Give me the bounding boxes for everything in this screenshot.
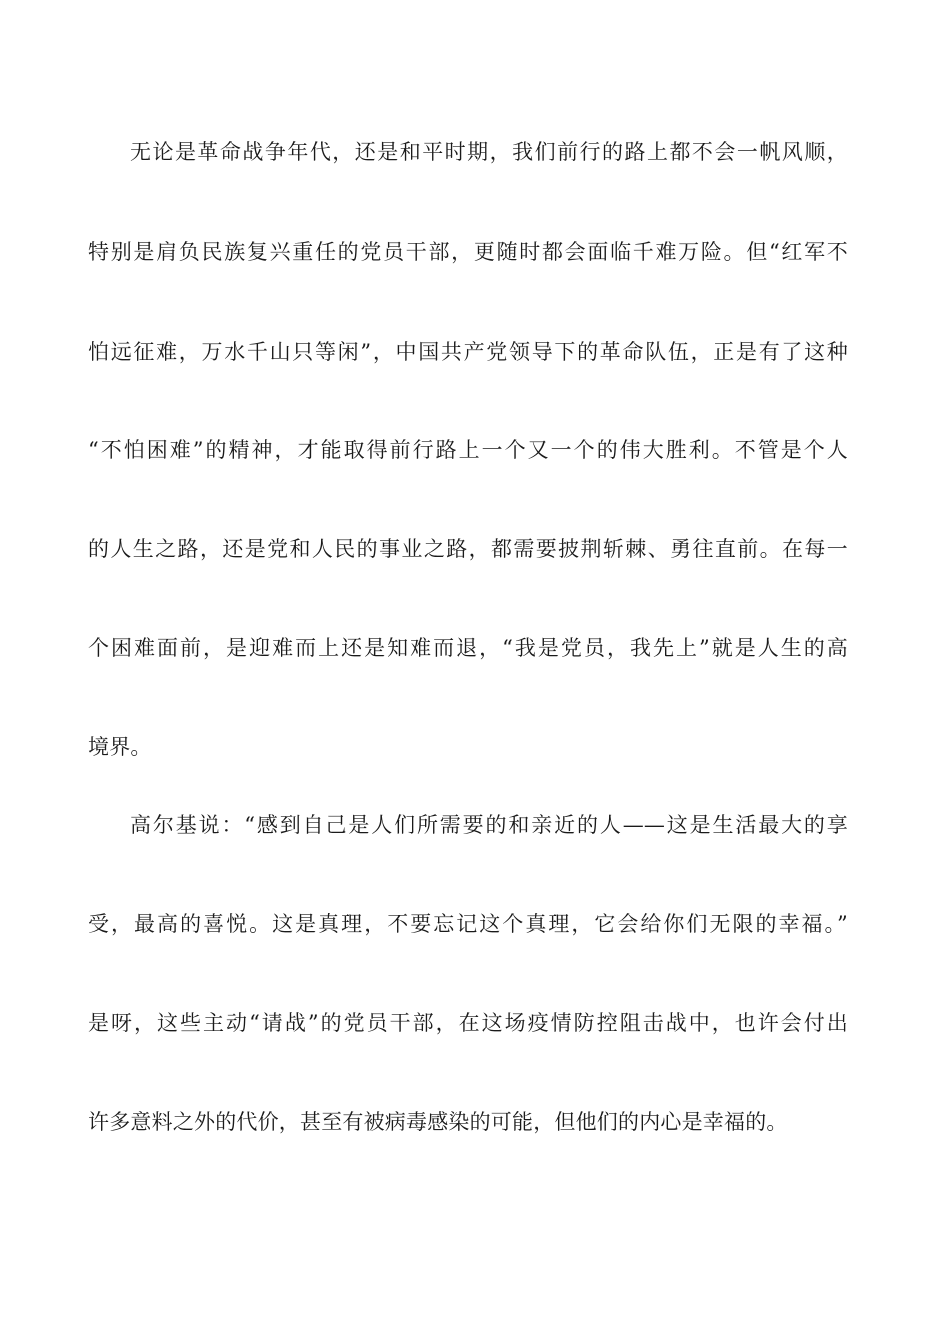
paragraph-line: 特别是肩负民族复兴重任的党员干部，更随时都会面临千难万险。但“红军不 (88, 240, 848, 264)
paragraph-line: “不怕困难”的精神，才能取得前行路上一个又一个的伟大胜利。不管是个人 (88, 438, 848, 462)
paragraph-line: 怕远征难，万水千山只等闲”，中国共产党领导下的革命队伍，正是有了这种 (88, 340, 848, 364)
paragraph-line: 许多意料之外的代价，甚至有被病毒感染的可能，但他们的内心是幸福的。 (88, 1110, 788, 1134)
paragraph-line: 的人生之路，还是党和人民的事业之路，都需要披荆斩棘、勇往直前。在每一 (88, 537, 848, 561)
paragraph-line: 受，最高的喜悦。这是真理，不要忘记这个真理，它会给你们无限的幸福。” (88, 912, 848, 936)
paragraph-line: 个困难面前，是迎难而上还是知难而退，“我是党员，我先上”就是人生的高 (88, 636, 848, 660)
paragraph-line: 高尔基说：“感到自己是人们所需要的和亲近的人——这是生活最大的享 (130, 813, 848, 837)
paragraph-line: 境界。 (88, 735, 152, 759)
paragraph-line: 是呀，这些主动“请战”的党员干部，在这场疫情防控阻击战中，也许会付出 (88, 1011, 848, 1035)
paragraph-line: 无论是革命战争年代，还是和平时期，我们前行的路上都不会一帆风顺， (130, 140, 848, 164)
